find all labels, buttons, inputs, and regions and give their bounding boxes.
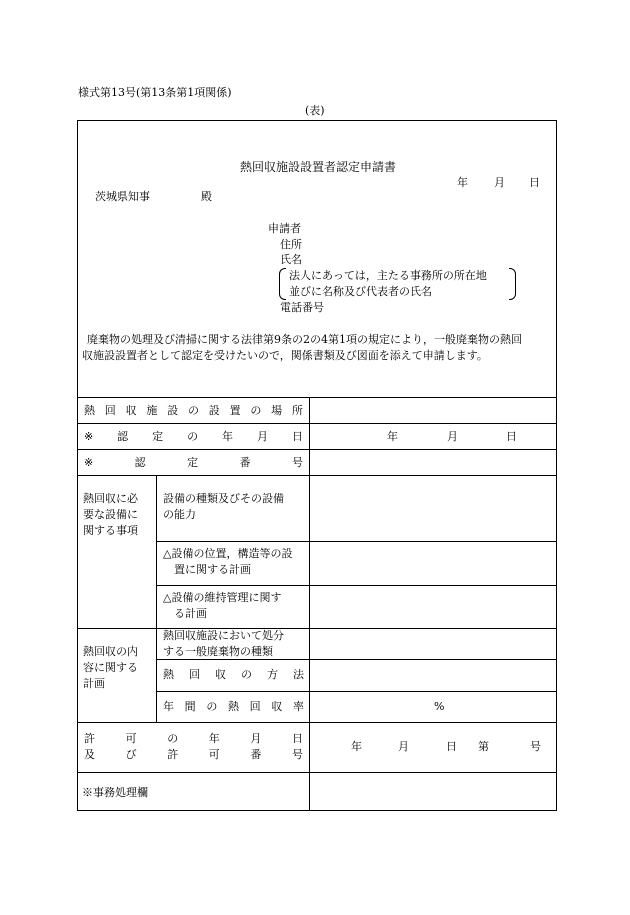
equip-maintenance-label: △設備の維持管理に関す る計画 [163,591,282,620]
cert-date-year: 年 [387,430,398,443]
corp-note-line-2: 並びに名称及び代表者の氏名 [289,285,432,298]
date-month-label: 月 [494,176,505,189]
cert-number-value[interactable] [314,453,550,473]
rule [78,628,556,629]
method-label: 熱 回 収 の 方 法 [163,668,304,681]
right-bracket [509,268,516,300]
permit-number-prefix: 第 [478,740,489,753]
equip-type-label: 設備の種類及びその設備 の能力 [163,492,284,521]
rule [78,423,556,424]
waste-type-label: 熱回収施設において処分 する一般廃棄物の種類 [163,629,284,658]
permit-number-suffix: 号 [530,740,541,753]
name-label: 氏名 [280,253,302,266]
cert-date-day: 日 [506,430,517,443]
form-side-label: (表) [305,104,325,117]
value-column-rule [309,397,310,810]
permit-year: 年 [351,740,362,753]
office-use-value[interactable] [314,777,550,805]
corp-note-line-1: 法人にあっては，主たる事務所の所在地 [289,269,487,282]
equip-position-label: △設備の位置，構造等の設 置に関する計画 [163,547,293,576]
date-day-label: 日 [529,176,540,189]
office-use-label: ※事務処理欄 [82,786,148,799]
date-year-label: 年 [457,176,468,189]
applicant-label: 申請者 [268,222,301,235]
permit-label-line-1: 許 可 の 年 月 日 [84,732,303,745]
cert-number-label: ※ 認 定 番 号 [84,456,303,469]
rate-unit: % [434,700,445,713]
rule [156,541,556,542]
location-label: 熱 回 収 施 設 の 設 置 の 場 所 [84,404,303,417]
rule [156,585,556,586]
cert-date-month: 月 [447,430,458,443]
cert-date-label: ※ 認 定 の 年 月 日 [84,430,303,443]
permit-month: 月 [398,740,409,753]
form-frame [77,120,557,811]
rule [78,475,556,476]
address-label: 住所 [280,238,302,251]
equipment-group-label: 熱回収に必 要な設備に 関する事項 [83,492,138,537]
left-bracket [279,268,286,300]
rule [156,691,556,692]
body-text-line-2: 収施設設置者として認定を受けたいので，関係書類及び図面を添えて申請します。 [82,349,488,362]
rule [78,772,556,773]
honorific: 殿 [201,190,212,203]
rule [78,722,556,723]
plan-group-label: 熱回収の内 容に関する 計画 [83,645,138,690]
form-title: 熱回収施設設置者認定申請書 [240,160,397,174]
rule [78,449,556,450]
rule [78,397,556,398]
phone-label: 電話番号 [280,301,324,314]
addressee: 茨城県知事 [95,190,150,203]
body-text-line-1: 廃棄物の処理及び清掃に関する法律第9条の2の4第1項の規定により，一般廃棄物の熱回 [87,333,522,346]
permit-label-line-2: 及 び 許 可 番 号 [84,748,303,761]
location-value[interactable] [314,401,550,421]
group-column-rule [156,475,157,722]
rate-label: 年 間 の 熱 回 収 率 [163,700,304,713]
form-number: 様式第13号(第13条第1項関係) [78,86,232,99]
permit-day: 日 [446,740,457,753]
